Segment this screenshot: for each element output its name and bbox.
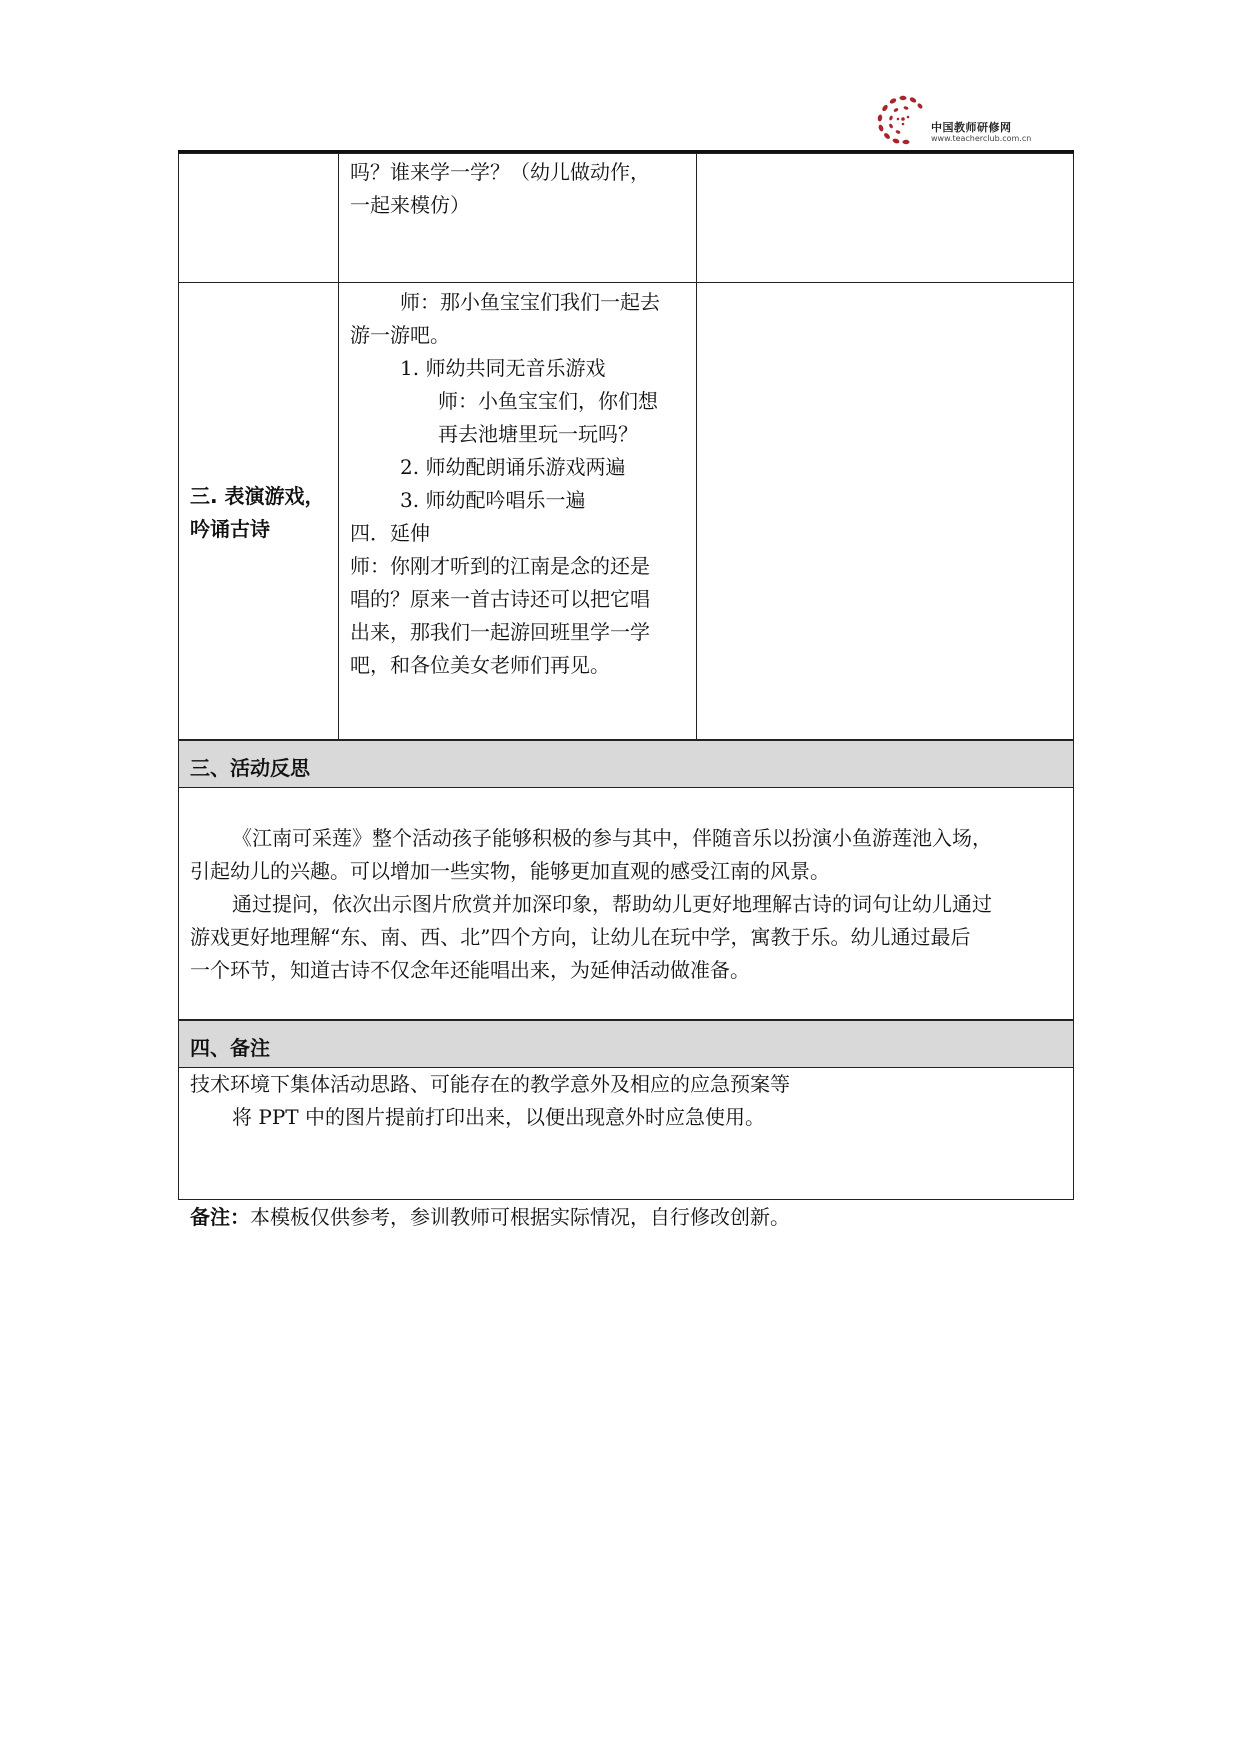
reflection-line-2: 引起幼儿的兴趣。可以增加一些实物，能够更加直观的感受江南的风景。 <box>190 859 830 883</box>
perform-line-2: 游一游吧。 <box>350 323 450 347</box>
reflection-heading-divider <box>178 787 1074 788</box>
footer-note <box>190 1201 790 1233</box>
perform-line-11: 出来，那我们一起游回班里学一学 <box>350 620 650 644</box>
footer-label: 备注： <box>190 1205 250 1229</box>
reflection-heading: 三、活动反思 <box>190 756 310 780</box>
notes-line-2: 将 PPT 中的图片提前打印出来，以便出现意外时应急使用。 <box>232 1105 765 1129</box>
perform-label-line-2: 吟诵古诗 <box>190 517 270 541</box>
perform-line-12: 吧，和各位美女老师们再见。 <box>350 653 610 677</box>
perform-line-3: 1. 师幼共同无音乐游戏 <box>400 356 606 380</box>
notes-heading: 四、备注 <box>190 1036 270 1060</box>
reflection-line-4: 游戏更好地理解“东、南、西、北”四个方向，让幼儿在玩中学，寓教于乐。幼儿通过最后 <box>190 925 971 949</box>
perform-line-4: 师：小鱼宝宝们，你们想 <box>438 389 658 413</box>
row-divider <box>178 282 1074 283</box>
logo-text: 中国教师研修网 <box>931 121 1012 134</box>
perform-line-10: 唱的？原来一首古诗还可以把它唱 <box>350 587 650 611</box>
top-row-line-2: 一起来模仿） <box>350 193 470 217</box>
perform-line-1: 师：那小鱼宝宝们我们一起去 <box>400 290 660 314</box>
top-row-line-1: 吗？谁来学一学？（幼儿做动作， <box>350 160 650 184</box>
perform-line-5: 再去池塘里玩一玩吗？ <box>438 422 638 446</box>
col-divider-2 <box>696 153 697 740</box>
perform-line-7: 3. 师幼配吟唱乐一遍 <box>400 488 586 512</box>
logo-url: www.teacherclub.com.cn <box>931 134 1032 143</box>
perform-line-6: 2. 师幼配朗诵乐游戏两遍 <box>400 455 626 479</box>
perform-label-line-1: 三. 表演游戏， <box>190 484 325 508</box>
reflection-line-3: 通过提问，依次出示图片欣赏并加深印象，帮助幼儿更好地理解古诗的词句让幼儿通过 <box>232 892 992 916</box>
reflection-line-1: 《江南可采莲》整个活动孩子能够积极的参与其中，伴随音乐以扮演小鱼游莲池入场， <box>232 826 992 850</box>
teacherclub-logo <box>873 92 1073 148</box>
perform-line-8: 四．延伸 <box>350 521 430 545</box>
notes-line-1: 技术环境下集体活动思路、可能存在的教学意外及相应的应急预案等 <box>190 1072 790 1096</box>
footer-text: 本模板仅供参考，参训教师可根据实际情况，自行修改创新。 <box>250 1205 790 1229</box>
perform-line-9: 师：你刚才听到的江南是念的还是 <box>350 554 650 578</box>
reflection-line-5: 一个环节，知道古诗不仅念年还能唱出来，为延伸活动做准备。 <box>190 958 750 982</box>
logo-dots-icon <box>873 92 933 148</box>
col-divider-1 <box>338 153 339 740</box>
